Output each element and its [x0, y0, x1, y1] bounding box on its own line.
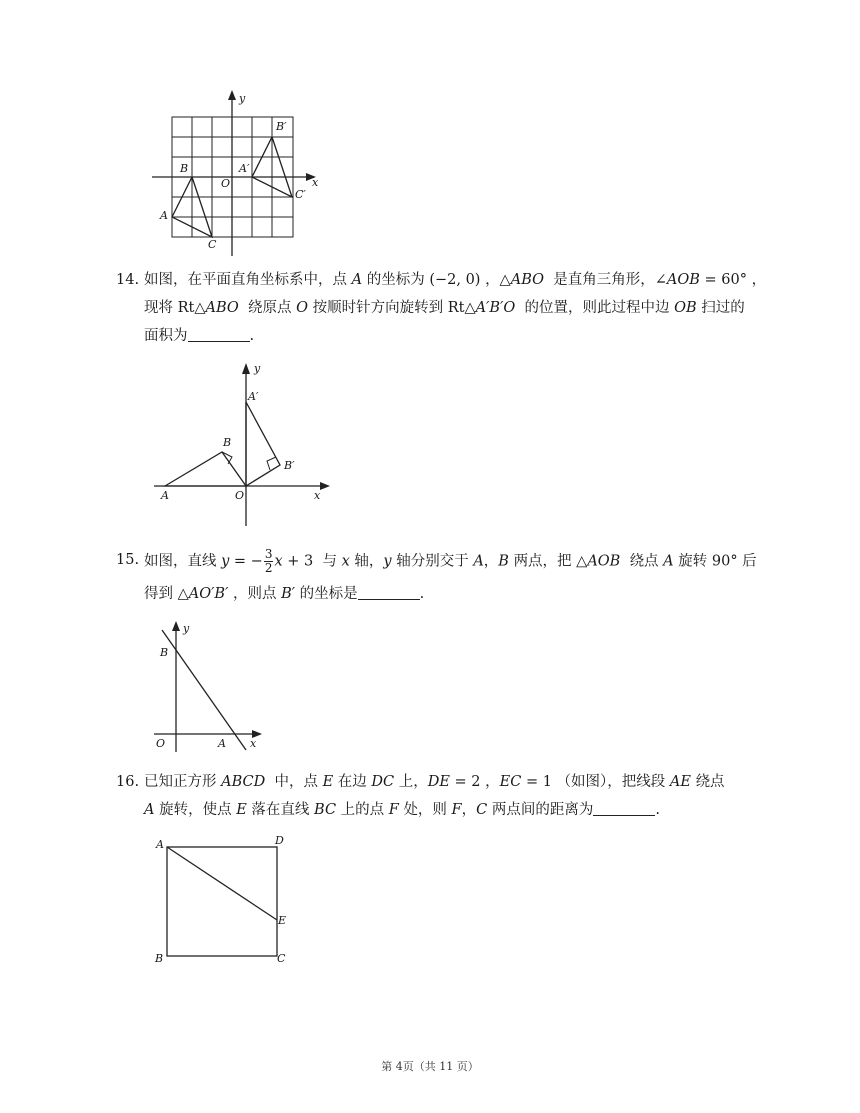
q15-line-2: 得到 △AO′B′ ，则点 B′ 的坐标是 . [144, 586, 425, 602]
point-e-label: E [278, 914, 287, 927]
question-16 [118, 770, 768, 824]
point-b1-label: B′ [276, 120, 287, 133]
q14-line-1: 如图，在平面直角坐标系中，点 A 的坐标为 (−2, 0) ，△ABO 是直角三角形，∠AOB = 60° ， [144, 272, 767, 288]
figure-q13-grid [140, 88, 340, 258]
point-a-label: A [161, 489, 169, 502]
answer-blank [358, 585, 420, 600]
segment-ae [167, 847, 277, 920]
fraction: $\frac{3}{2}$ [264, 547, 273, 575]
point-c-label: C [208, 238, 217, 251]
y-label: y [254, 362, 261, 375]
x-label: x [312, 176, 319, 189]
question-number: 15. [116, 552, 140, 568]
y-label: y [239, 92, 246, 105]
origin-label: O [221, 177, 231, 190]
point-b-label: B [180, 162, 189, 175]
q16-line-1: 已知正方形 ABCD 中，点 E 在边 DC 上，DE = 2 ，EC = 1 （如图），把线段 AE 绕点 [144, 774, 725, 790]
q14-line-3: 面积为 . [144, 328, 255, 344]
q16-line-2: A 旋转，使点 E 落在直线 BC 上的点 F 处，则 F，C 两点间的距离为 . [144, 802, 660, 818]
answer-blank [593, 801, 655, 816]
x-label: x [314, 489, 321, 502]
point-a1-label: A′ [248, 390, 259, 403]
x-axis-arrow [320, 482, 330, 490]
point-a-label: A [156, 838, 164, 851]
point-a-label: A [160, 209, 168, 222]
triangle-abo [165, 452, 246, 486]
point-c-label: C [277, 952, 286, 965]
figure-q14-rotation [148, 360, 338, 530]
axes [152, 94, 312, 256]
point-b-label: B [155, 952, 164, 965]
question-number: 14. [116, 272, 140, 288]
triangle-a1b1o [246, 402, 280, 486]
y-axis-arrow [172, 621, 180, 631]
question-14 [118, 268, 768, 348]
point-b-label: B [160, 646, 169, 659]
page-footer: 第 4页（共 11 页） [381, 1060, 479, 1073]
y-axis-arrow [228, 90, 236, 100]
point-b-label: B [223, 436, 232, 449]
figure-q16-square [150, 832, 300, 968]
point-a-label: A [218, 737, 226, 750]
question-number: 16. [116, 774, 140, 790]
q15-line-1: 如图，直线 y = − $\frac{3}{2}$ x + 3 与 x 轴，y 轴分别交于 A，B 两点，把 △AOB 绕点 A 旋转 90° 后 [144, 547, 757, 575]
q14-line-2: 现将 Rt△ABO 绕原点 O 按顺时针方向旋转到 Rt△A′B′O 的位置，则此过程中边 OB 扫过的 [144, 300, 745, 316]
square-abcd [167, 847, 277, 956]
origin-label: O [156, 737, 166, 750]
question-15 [118, 546, 768, 606]
point-c1-label: C′ [295, 188, 306, 201]
figure-q15-line [150, 616, 270, 754]
point-b1-label: B′ [284, 459, 295, 472]
answer-blank [188, 327, 250, 342]
y-label: y [183, 622, 190, 635]
y-axis-arrow [242, 363, 250, 374]
point-d-label: D [275, 834, 284, 847]
x-label: x [250, 737, 257, 750]
origin-label: O [235, 489, 245, 502]
point-a1-label: A′ [239, 162, 250, 175]
line-y-eq [162, 630, 246, 750]
